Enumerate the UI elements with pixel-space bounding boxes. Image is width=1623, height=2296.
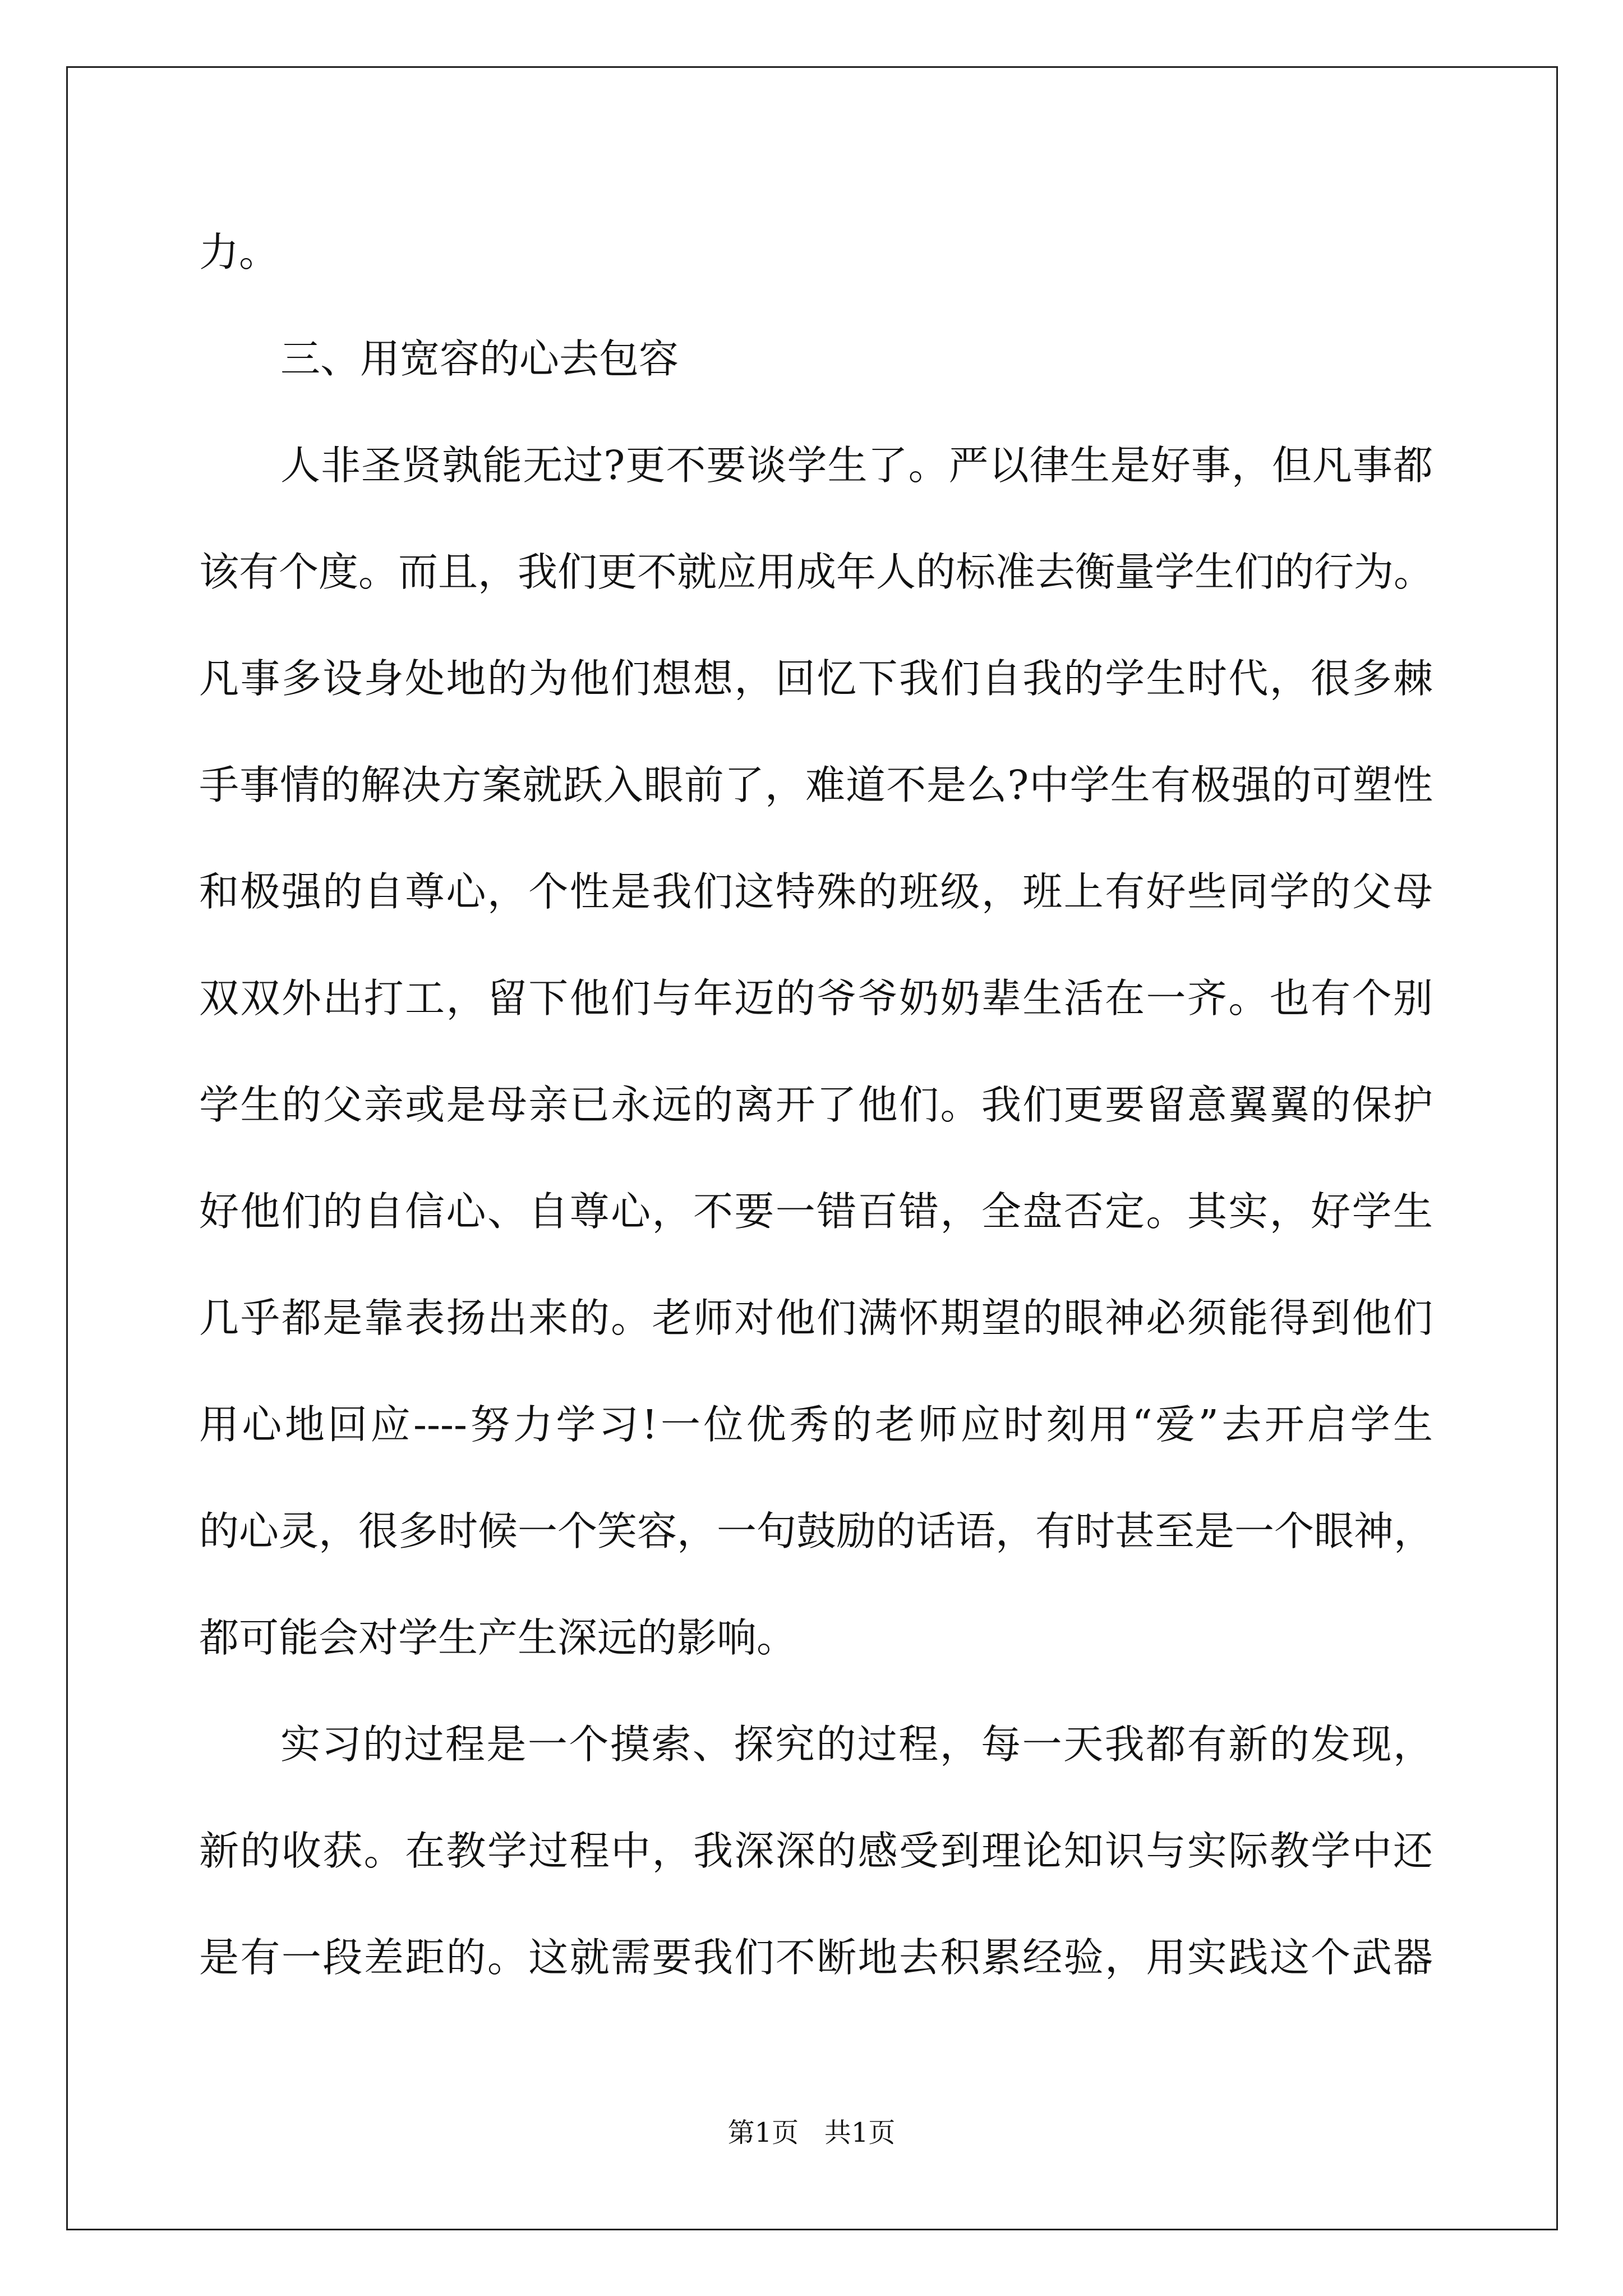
paragraph-line: 和极强的自尊心，个性是我们这特殊的班级，班上有好些同学的父母: [199, 868, 1433, 915]
paragraph-line: 新的收获。在教学过程中，我深深的感受到理论知识与实际教学中还: [199, 1828, 1433, 1874]
page-number-footer: 第1页 共1页: [727, 2117, 896, 2148]
paragraph-line: 好他们的自信心、自尊心，不要一错百错，全盘否定。其实，好学生: [199, 1188, 1433, 1235]
paragraph-line: 手事情的解决方案就跃入眼前了，难道不是么?中学生有极强的可塑性: [199, 762, 1433, 808]
paragraph-line: 人非圣贤孰能无过?更不要谈学生了。严以律生是好事，但凡事都: [280, 442, 1433, 489]
paragraph-line: 用心地回应----努力学习!一位优秀的老师应时刻用“爱”去开启学生: [199, 1401, 1433, 1448]
paragraph-line: 是有一段差距的。这就需要我们不断地去积累经验，用实践这个武器: [199, 1934, 1433, 1981]
paragraph-line: 双双外出打工，留下他们与年迈的爷爷奶奶辈生活在一齐。也有个别: [199, 975, 1433, 1022]
paragraph-line: 几乎都是靠表扬出来的。老师对他们满怀期望的眼神必须能得到他们: [199, 1295, 1433, 1341]
paragraph-line: 凡事多设身处地的为他们想想，回忆下我们自我的学生时代，很多棘: [199, 655, 1433, 702]
paragraph-line: 学生的父亲或是母亲已永远的离开了他们。我们更要留意翼翼的保护: [199, 1082, 1433, 1128]
paragraph-line: 力。: [199, 229, 279, 275]
section-heading: 三、用宽容的心去包容: [280, 335, 679, 382]
paragraph-line: 的心灵，很多时候一个笑容，一句鼓励的话语，有时甚至是一个眼神，: [199, 1508, 1434, 1554]
paragraph-line: 都可能会对学生产生深远的影响。: [199, 1614, 797, 1661]
paragraph-line: 实习的过程是一个摸索、探究的过程，每一天我都有新的发现，: [280, 1721, 1433, 1768]
paragraph-line: 该有个度。而且，我们更不就应用成年人的标准去衡量学生们的行为。: [199, 549, 1434, 595]
